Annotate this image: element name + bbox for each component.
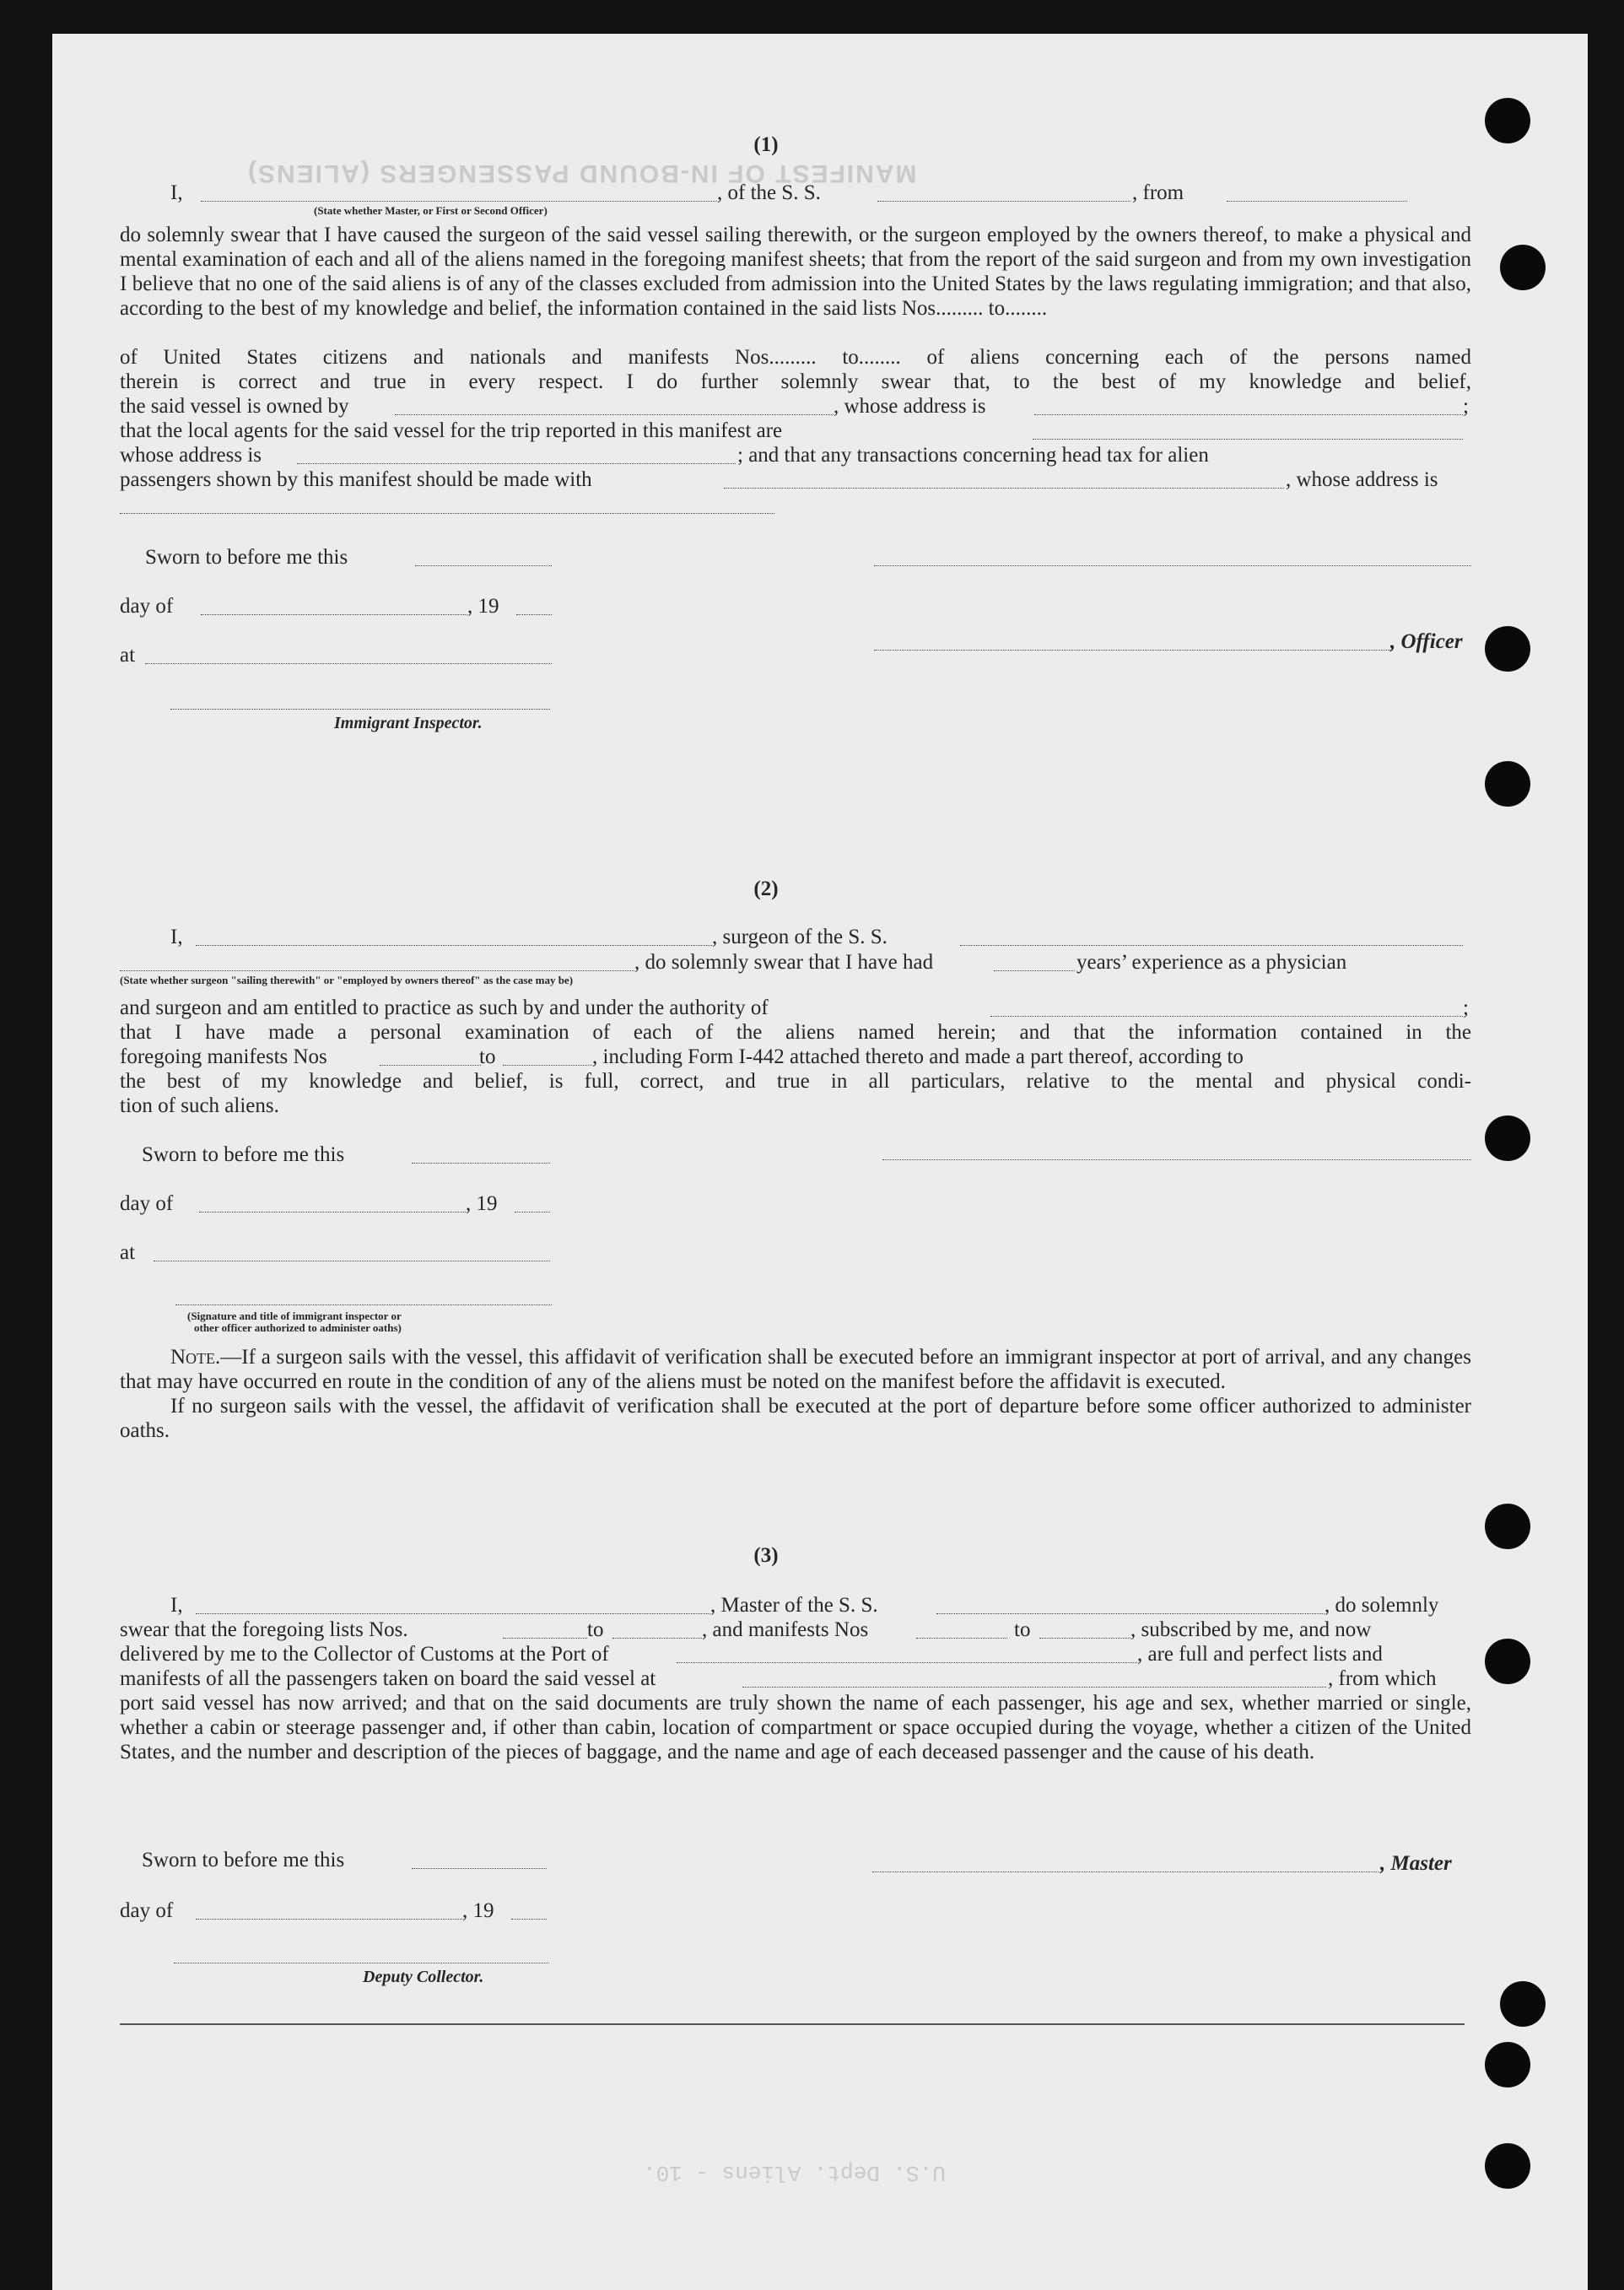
punch-hole [1500,1981,1546,2027]
s3-lists-to-field[interactable] [612,1638,702,1639]
punch-hole [1485,1639,1530,1684]
s1-owned-by: the said vessel is owned by [120,395,349,418]
s2-note-label: Note. [170,1346,221,1369]
s3-manifests: , and manifests Nos [702,1618,869,1641]
s2-to: to [479,1045,496,1068]
punch-hole [1485,1115,1530,1161]
s2-inspector-signature-line[interactable] [175,1304,552,1305]
s2-belief-line: the best of my knowledge and belief, is full, correct, and true in all particulars, relative to the mental and physical condi- [120,1070,1471,1093]
form-sheet [52,34,1588,2290]
s1-agents-field[interactable] [1033,439,1463,440]
punch-hole [1485,1504,1530,1549]
s3-master-name-field[interactable] [196,1613,710,1614]
s2-years-exp: years’ experience as a physician [1076,951,1347,974]
s1-owner-address-label: , whose address is [834,395,986,418]
section-2-number: (2) [753,878,779,900]
s2-surgeon-signature-line[interactable] [882,1159,1471,1160]
s2-foregoing: foregoing manifests Nos [120,1045,327,1068]
s3-year: , 19 [462,1899,494,1922]
s3-day-of: day of [120,1899,174,1922]
section-3-number: (3) [753,1544,779,1567]
s2-semicolon: ; [1463,996,1469,1019]
s3-manifests-all: manifests of all the passengers taken on board the said vessel at [120,1667,656,1690]
s3-to-2: to [1014,1618,1031,1641]
s1-i: I, [170,181,183,204]
s1-day-of: day of [120,595,174,618]
s1-sworn: Sworn to before me this [145,546,348,569]
s2-status-note: (State whether surgeon "sailing therewith" or "employed by owners thereof" as the case may be) [120,974,574,986]
s1-whose-address: whose address is [120,444,262,467]
punch-hole [1485,2143,1530,2189]
s3-master-label: , Master [1380,1852,1452,1875]
s2-authority: and surgeon and am entitled to practice as such by and under the authority of [120,996,769,1019]
s3-port-field[interactable] [677,1662,1137,1663]
s2-day-field[interactable] [199,1212,466,1213]
s3-solemnly: , do solemnly [1325,1594,1439,1617]
s1-agent-address-field[interactable] [297,463,736,464]
s2-including: , including Form I-442 attached thereto and made a part thereof, according to [592,1045,1244,1068]
s2-note [120,1345,1471,1443]
s1-at: at [120,644,136,667]
s1-at-field[interactable] [145,663,552,664]
section-1-number: (1) [753,133,779,156]
s1-oath-body: do solemnly swear that I have caused the surgeon of the said vessel sailing therewith, or the surgeon employed by the owners thereof, to make a physical and mental examination of each and all of the aliens named in the foregoing manifest sheets; that from the report of the said surgeon and from my own investigation I believe that no one of the said aliens is of any of the classes excluded from admission into the United States by the laws regulating immigration; and that also, according to the best of my knowledge and belief, the information contained in the said lists Nos......... to........ [120,224,1471,320]
s3-i: I, [170,1594,183,1617]
s1-semicolon: ; [1463,395,1469,418]
s1-from-field[interactable] [1227,201,1407,202]
s2-signature-caption-2: other officer authorized to administer oaths) [194,1321,402,1334]
s2-solemnly: , do solemnly swear that I have had [634,951,934,974]
punch-hole [1500,245,1546,290]
s3-oath-body: port said vessel has now arrived; and that on the said documents are truly shown the name of each passenger, his age and sex, whether married or single, whether a cabin or steerage passenger and, if other than cabin, location of compartment or space occupied during the voyage, whether a citizen of the United States, and the number and description of the pieces of baggage, and the name and age of each deceased passenger and the cause of his death. [120,1692,1471,1763]
s2-nos-to-field[interactable] [503,1065,592,1066]
punch-hole [1485,626,1530,672]
s2-sworn: Sworn to before me this [142,1143,345,1166]
s1-therein-line: therein is correct and true in every respect. I do further solemnly swear that, to the best of my knowledge and belief, [120,370,1471,393]
s2-authority-field[interactable] [990,1016,1463,1017]
s2-note-text: —If a surgeon sails with the vessel, this affidavit of verification shall be executed before an immigrant inspector at port of arrival, and any changes that may have occurred en route in the condition of any of the aliens must be noted on the manifest before the affidavit is executed. [120,1346,1471,1393]
s2-note-text-2: If no surgeon sails with the vessel, the affidavit of verification shall be executed at the port of departure before some officer authorized to administer oaths. [120,1395,1471,1442]
s3-to-1: to [587,1618,604,1641]
s2-sworn-field[interactable] [412,1163,550,1164]
s3-sworn: Sworn to before me this [142,1849,345,1871]
punch-hole [1485,98,1530,143]
punch-hole [1485,2042,1530,2087]
s2-i: I, [170,926,183,948]
s1-of-ss: , of the S. S. [717,181,821,204]
s1-owner-address-field[interactable] [1034,414,1463,415]
s2-vessel-field[interactable] [960,945,1463,946]
s3-subscribed: , subscribed by me, and now [1130,1618,1372,1641]
s2-surgeon-of: , surgeon of the S. S. [712,926,888,948]
s1-officer-line[interactable] [874,650,1390,651]
s1-officer-signature-line[interactable] [874,565,1471,566]
s3-embark-field[interactable] [742,1687,1326,1688]
s3-manifests-from-field[interactable] [916,1638,1007,1639]
s1-year: , 19 [467,595,499,618]
s1-officer-label: , Officer [1390,630,1463,653]
s1-vessel-field[interactable] [877,201,1130,202]
punch-hole [1485,761,1530,807]
s2-at: at [120,1241,136,1264]
s2-years-field[interactable] [994,970,1075,971]
s1-whose-address-2: , whose address is [1286,468,1438,491]
s2-status-field[interactable] [120,970,634,971]
bottom-rule [120,2023,1465,2025]
s3-master-of: , Master of the S. S. [710,1594,878,1617]
s3-sworn-field[interactable] [412,1868,547,1869]
s1-owner-field[interactable] [395,414,834,415]
s3-from-which: , from which [1328,1667,1437,1690]
s2-signature-caption-1: (Signature and title of immigrant inspector or [187,1310,402,1322]
s1-day-field[interactable] [201,614,467,615]
s1-inspector-caption: Immigrant Inspector. [334,714,483,732]
s3-lists-from-field[interactable] [503,1638,587,1639]
s1-citizens-line: of United States citizens and nationals and manifests Nos......... to........ of aliens concerning each of the persons named [120,346,1471,369]
s2-day-of: day of [120,1192,174,1215]
s1-transactions-address-field[interactable] [120,513,774,514]
s1-officer-note: (State whether Master, or First or Second Officer) [314,204,548,217]
s1-transactions-field[interactable] [724,488,1284,489]
s3-full-perfect: , are full and perfect lists and [1137,1643,1383,1666]
s3-master-signature-line[interactable] [872,1871,1379,1872]
s1-passengers: passengers shown by this manifest should be made with [120,468,592,491]
s2-year-field[interactable] [515,1212,550,1213]
s2-examination-line: that I have made a personal examination of each of the aliens named herein; and that the information contained in the [120,1021,1471,1044]
s3-delivered: delivered by me to the Collector of Customs at the Port of [120,1643,609,1666]
bleed-through-heading: MANIFEST OF IN-BOUND PASSENGERS (ALIENS) [246,159,917,187]
s2-surgeon-name-field[interactable] [196,945,712,946]
s3-manifests-to-field[interactable] [1039,1638,1130,1639]
s1-from: , from [1132,181,1184,204]
s1-year-field[interactable] [516,614,552,615]
s2-nos-from-field[interactable] [380,1065,481,1066]
s3-vessel-field[interactable] [936,1613,1325,1614]
s3-year-field[interactable] [511,1919,547,1920]
s1-inspector-signature-line[interactable] [170,709,550,710]
s1-head-tax: ; and that any transactions concerning head tax for alien [737,444,1209,467]
s1-sworn-field[interactable] [415,565,552,566]
s1-officer-name-field[interactable] [201,201,717,202]
s1-agents: that the local agents for the said vessel for the trip reported in this manifest are [120,419,783,442]
s3-day-field[interactable] [196,1919,462,1920]
bleed-through-footer: U.S. Dept. Aliens - 10. [643,2160,946,2185]
s2-aliens-line: tion of such aliens. [120,1094,279,1117]
s2-year: , 19 [466,1192,498,1215]
s3-lists: swear that the foregoing lists Nos. [120,1618,408,1641]
s3-deputy-caption: Deputy Collector. [363,1968,484,1986]
